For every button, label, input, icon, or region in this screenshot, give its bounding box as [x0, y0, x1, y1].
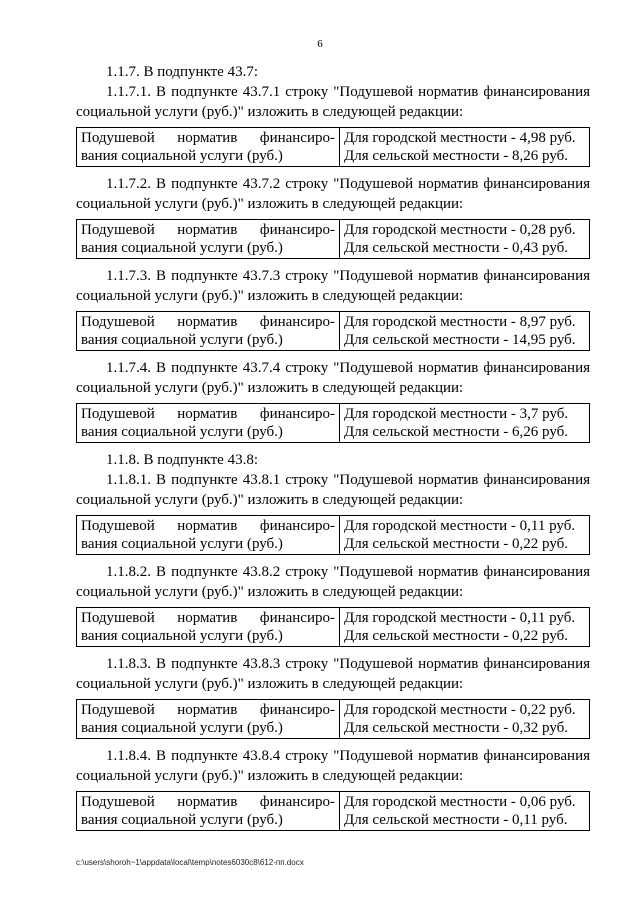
file-path-footer: c:\users\shoroh~1\appdata\local\temp\notes6030c8\612-пп.docx — [76, 858, 304, 867]
amendment-item — [76, 562, 590, 647]
label-word: норматив — [177, 610, 238, 626]
row-label-cell — [77, 404, 340, 443]
rural-value: Для сельской местности - 0,22 руб. — [344, 536, 569, 552]
label-word: Подушевой — [81, 314, 155, 330]
label-word: Подушевой — [81, 794, 155, 810]
norm-table — [76, 311, 590, 351]
norm-table — [76, 515, 590, 555]
label-word: финансиро- — [259, 518, 335, 534]
rural-value: Для сельской местности - 8,26 руб. — [344, 148, 569, 164]
amendment-item — [76, 654, 590, 739]
label-word: Подушевой — [81, 222, 155, 238]
label-word: норматив — [177, 130, 238, 146]
label-line2: вания социальной услуги (руб.) — [81, 628, 283, 644]
label-word: норматив — [177, 702, 238, 718]
rural-value: Для сельской местности - 0,43 руб. — [344, 240, 569, 256]
norm-table — [76, 127, 590, 167]
value-cell — [340, 700, 590, 739]
rural-value: Для сельской местности - 14,95 руб. — [344, 332, 576, 348]
amendment-item — [76, 266, 590, 351]
label-line2: вания социальной услуги (руб.) — [81, 240, 283, 256]
norm-table — [76, 219, 590, 259]
amendment-text: 1.1.8.3. В подпункте 43.8.3 строку "Подушевой норматив финансирования социальной услуги (руб.)" изложить в следующей редакции: — [76, 656, 590, 692]
label-word: Подушевой — [81, 610, 155, 626]
norm-table — [76, 607, 590, 647]
document-body — [76, 62, 590, 838]
label-word: финансиро- — [259, 406, 335, 422]
rural-value: Для сельской местности - 0,32 руб. — [344, 720, 569, 736]
value-cell — [340, 220, 590, 259]
amendment-text: 1.1.8.4. В подпункте 43.8.4 строку "Подушевой норматив финансирования социальной услуги (руб.)" изложить в следующей редакции: — [76, 748, 590, 784]
row-label-cell — [77, 792, 340, 831]
value-cell — [340, 312, 590, 351]
label-word: финансиро- — [259, 222, 335, 238]
amendment-item — [76, 746, 590, 831]
row-label-cell — [77, 220, 340, 259]
norm-table — [76, 699, 590, 739]
label-line2: вания социальной услуги (руб.) — [81, 812, 283, 828]
label-line2: вания социальной услуги (руб.) — [81, 332, 283, 348]
section — [76, 450, 590, 831]
amendment-item — [76, 470, 590, 555]
urban-value: Для городской местности - 8,97 руб. — [344, 314, 576, 330]
row-label-cell — [77, 516, 340, 555]
amendment-item — [76, 358, 590, 443]
urban-value: Для городской местности - 0,28 руб. — [344, 222, 576, 238]
label-line2: вания социальной услуги (руб.) — [81, 148, 283, 164]
amendment-text: 1.1.7.1. В подпункте 43.7.1 строку "Подушевой норматив финансирования социальной услуги (руб.)" изложить в следующей редакции: — [76, 84, 590, 120]
section-heading: 1.1.8. В подпункте 43.8: — [106, 452, 259, 468]
label-word: Подушевой — [81, 406, 155, 422]
label-word: финансиро- — [259, 130, 335, 146]
label-word: норматив — [177, 222, 238, 238]
label-word: норматив — [177, 518, 238, 534]
value-cell — [340, 608, 590, 647]
urban-value: Для городской местности - 0,22 руб. — [344, 702, 576, 718]
urban-value: Для городской местности - 4,98 руб. — [344, 130, 576, 146]
amendment-text: 1.1.7.3. В подпункте 43.7.3 строку "Подушевой норматив финансирования социальной услуги (руб.)" изложить в следующей редакции: — [76, 268, 590, 304]
urban-value: Для городской местности - 0,06 руб. — [344, 794, 576, 810]
amendment-item — [76, 82, 590, 167]
label-word: финансиро- — [259, 314, 335, 330]
label-word: Подушевой — [81, 702, 155, 718]
amendment-item — [76, 174, 590, 259]
label-word: норматив — [177, 314, 238, 330]
row-label-cell — [77, 128, 340, 167]
norm-table — [76, 791, 590, 831]
row-label-cell — [77, 700, 340, 739]
value-cell — [340, 128, 590, 167]
amendment-text: 1.1.7.2. В подпункте 43.7.2 строку "Подушевой норматив финансирования социальной услуги (руб.)" изложить в следующей редакции: — [76, 176, 590, 212]
section — [76, 62, 590, 443]
label-word: финансиро- — [259, 702, 335, 718]
urban-value: Для городской местности - 0,11 руб. — [344, 518, 576, 534]
label-word: Подушевой — [81, 518, 155, 534]
rural-value: Для сельской местности - 0,11 руб. — [344, 812, 568, 828]
label-word: финансиро- — [259, 610, 335, 626]
row-label-cell — [77, 608, 340, 647]
label-word: Подушевой — [81, 130, 155, 146]
value-cell — [340, 404, 590, 443]
label-word: норматив — [177, 794, 238, 810]
value-cell — [340, 516, 590, 555]
page-number: 6 — [317, 38, 323, 50]
amendment-text: 1.1.8.2. В подпункте 43.8.2 строку "Подушевой норматив финансирования социальной услуги (руб.)" изложить в следующей редакции: — [76, 564, 590, 600]
label-line2: вания социальной услуги (руб.) — [81, 424, 283, 440]
urban-value: Для городской местности - 0,11 руб. — [344, 610, 576, 626]
section-heading: 1.1.7. В подпункте 43.7: — [106, 64, 259, 80]
norm-table — [76, 403, 590, 443]
label-word: финансиро- — [259, 794, 335, 810]
label-line2: вания социальной услуги (руб.) — [81, 536, 283, 552]
label-line2: вания социальной услуги (руб.) — [81, 720, 283, 736]
urban-value: Для городской местности - 3,7 руб. — [344, 406, 569, 422]
value-cell — [340, 792, 590, 831]
row-label-cell — [77, 312, 340, 351]
amendment-text: 1.1.8.1. В подпункте 43.8.1 строку "Подушевой норматив финансирования социальной услуги (руб.)" изложить в следующей редакции: — [76, 472, 590, 508]
amendment-text: 1.1.7.4. В подпункте 43.7.4 строку "Подушевой норматив финансирования социальной услуги (руб.)" изложить в следующей редакции: — [76, 360, 590, 396]
rural-value: Для сельской местности - 6,26 руб. — [344, 424, 569, 440]
label-word: норматив — [177, 406, 238, 422]
rural-value: Для сельской местности - 0,22 руб. — [344, 628, 569, 644]
